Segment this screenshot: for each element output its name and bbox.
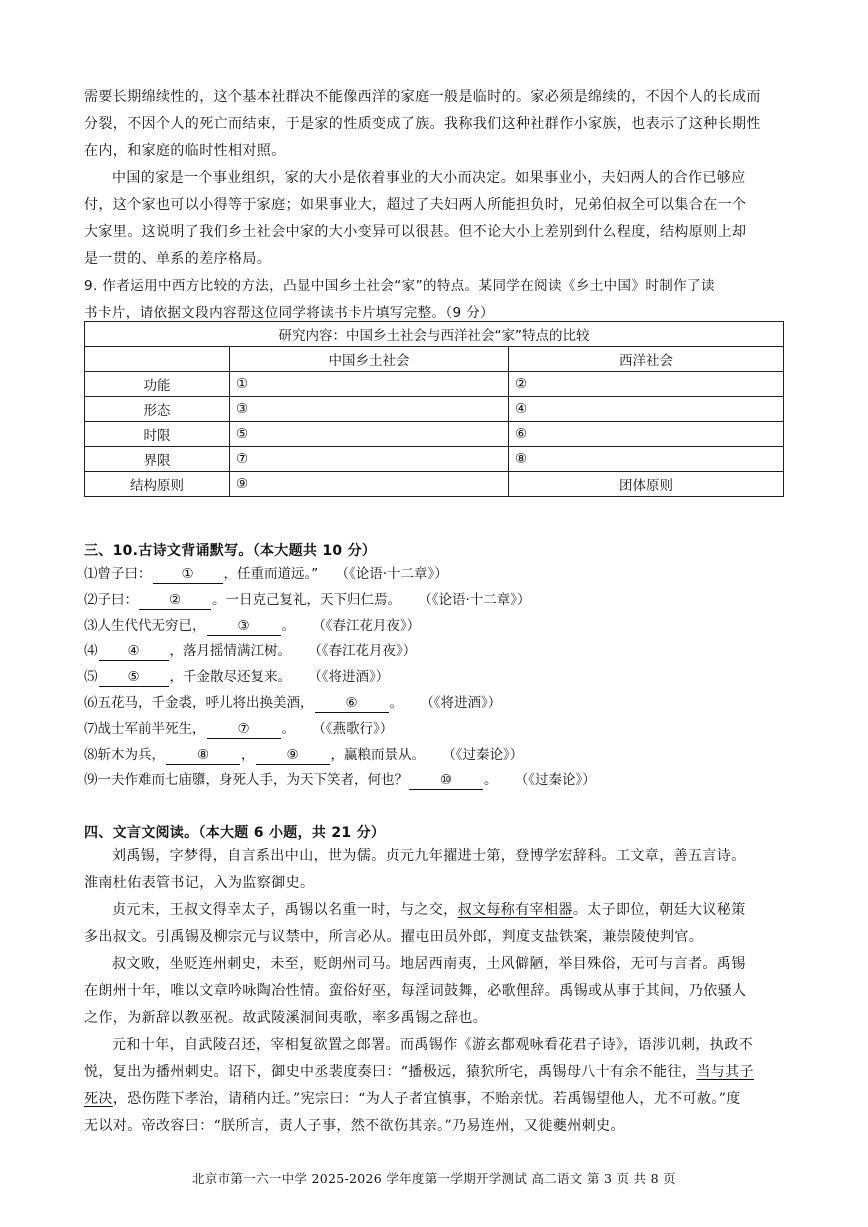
- recitation-item: [84, 639, 804, 665]
- classical-passage: [84, 843, 784, 1140]
- fill-blank[interactable]: ⑨: [256, 746, 330, 765]
- fill-blank[interactable]: ①: [153, 565, 223, 584]
- reading-card-table: [84, 321, 784, 497]
- recitation-item: [84, 614, 804, 640]
- text-line: 在内，和家庭的临时性相对照。: [84, 143, 286, 159]
- question-9: [84, 273, 784, 327]
- item-text: ⑸: [84, 669, 98, 686]
- item-text: 。: [281, 617, 295, 634]
- fill-blank[interactable]: ②: [139, 591, 211, 610]
- item-text: ⑹五花马，千金裘，呼儿将出换美酒，: [84, 694, 314, 711]
- fill-blank[interactable]: ⑩: [409, 771, 483, 790]
- west-structure-principle: 团体原则: [509, 472, 784, 497]
- item-text: ⑵子曰：: [84, 591, 138, 608]
- recitation-item: [84, 562, 804, 588]
- answer-blank-7[interactable]: ⑦: [230, 447, 509, 472]
- card-title: 研究内容：中国乡土社会与西洋社会“家”特点的比较: [85, 322, 784, 347]
- item-text: ，落月摇情满江树。: [169, 643, 291, 660]
- text-line: 中国的家是一个事业组织，家的大小是依着事业的大小而决定。如果事业小，夫妇两人的合作已够应: [112, 170, 746, 186]
- source-title: （《春江花月夜》）: [315, 643, 417, 660]
- text-line: 多出叔文。引禹锡及柳宗元与议禁中，所言必从。擢屯田员外郎，判度支盐铁案，兼崇陵使判官。: [84, 929, 704, 945]
- item-text: ，赢粮而景从。: [330, 746, 425, 763]
- recitation-item: [84, 665, 804, 691]
- text-line: [84, 897, 784, 924]
- source-title: （《燕歌行》）: [319, 720, 394, 737]
- item-text: ，任重而道远。”: [223, 566, 319, 582]
- text-run: ，恐伤陛下孝治，请稍内迁。”宪宗曰：“为人子者宜慎事，不贻亲忧。若禹锡望他人，尤不可赦。”度: [112, 1091, 741, 1107]
- text-line: 分裂，不因个人的死亡而结束，于是家的性质变成了族。我称我们这种社群作小家族，也表示了这种长期性: [84, 116, 761, 132]
- underlined-sentence: 叔文每称有宰相器: [457, 902, 573, 918]
- underlined-sentence: 死决: [84, 1091, 113, 1107]
- fill-blank[interactable]: ④: [99, 642, 169, 661]
- recitation-item: [84, 588, 804, 614]
- row-label: 形态: [85, 397, 230, 422]
- item-text: 。: [484, 772, 498, 789]
- fill-blank[interactable]: ⑦: [207, 720, 281, 739]
- source-title: （《春江花月夜》）: [319, 617, 421, 634]
- answer-blank-8[interactable]: ⑧: [509, 447, 784, 472]
- text-line: 需要长期绵续性的，这个基本社群决不能像西洋的家庭一般是临时的。家必须是绵续的，不因个人的长成而: [84, 89, 761, 105]
- answer-blank-4[interactable]: ④: [509, 397, 784, 422]
- section-3-title: 三、10.古诗文背诵默写。（本大题共 10 分）: [84, 543, 377, 559]
- item-text: ，: [241, 746, 255, 763]
- source-title: （《论语·十二章》）: [342, 566, 448, 582]
- text-line: 是一贯的、单系的差序格局。: [84, 251, 272, 267]
- section-4-title: 四、文言文阅读。（本大题 6 小题，共 21 分）: [84, 825, 386, 841]
- header-china: 中国乡土社会: [230, 347, 509, 372]
- item-text: ⑴曾子曰：: [84, 566, 152, 582]
- recitation-item: [84, 691, 804, 717]
- table-row: [85, 447, 784, 472]
- item-text: 。: [389, 694, 403, 711]
- text-line: 大家里。这说明了我们乡土社会中家的大小变异可以很甚。但不论大小上差别到什么程度，结构原则上却: [84, 224, 747, 240]
- text-line: [84, 1059, 784, 1086]
- text-line: 刘禹锡，字梦得，自言系出中山，世为儒。贞元九年擢进士第，登博学宏辞科。工文章，善五言诗。: [112, 848, 746, 864]
- table-row: [85, 472, 784, 497]
- answer-blank-9[interactable]: ⑨: [230, 472, 509, 497]
- text-line: 之作，为新辞以教巫祝。故武陵溪洞间夷歌，率多禹锡之辞也。: [84, 1010, 488, 1026]
- header-west: 西洋社会: [509, 347, 784, 372]
- source-title: （《将进酒》）: [315, 669, 390, 686]
- item-text: ⑷: [84, 643, 98, 660]
- recitation-item: [84, 768, 804, 794]
- fill-blank[interactable]: ⑥: [315, 694, 389, 713]
- item-text: ⑼一夫作难而七庙隳，身死人手，为天下笑者，何也？: [84, 772, 408, 789]
- text-line: 淮南杜佑表管书记，入为监察御史。: [84, 875, 315, 891]
- item-text: ⑶人生代代无穷已，: [84, 617, 206, 634]
- item-text: 。: [281, 720, 295, 737]
- text-run: 。太子即位，朝廷大议秘策: [572, 902, 746, 918]
- recitation-list: [84, 562, 804, 794]
- item-text: 。一日克己复礼，天下归仁焉。: [212, 591, 401, 608]
- row-label: 界限: [85, 447, 230, 472]
- text-line: 无以对。帝改容曰：“朕所言，责人子事，然不欲伤其亲。”乃易连州，又徙夔州刺史。: [84, 1118, 625, 1134]
- text-line: 元和十年，自武陵召还，宰相复欲置之郎署。而禹锡作《游玄都观咏看花君子诗》，语涉讥刺，执政不: [112, 1037, 753, 1053]
- row-label: 时限: [85, 422, 230, 447]
- text-run: 贞元末，王叔文得幸太子，禹锡以名重一时，与之交，: [112, 902, 458, 918]
- text-line: 付，这个家也可以小得等于家庭；如果事业大，超过了夫妇两人所能担负时，兄弟伯叔全可以集合在一个: [84, 197, 747, 213]
- answer-blank-1[interactable]: ①: [230, 372, 509, 397]
- fill-blank[interactable]: ⑤: [99, 668, 169, 687]
- answer-blank-5[interactable]: ⑤: [230, 422, 509, 447]
- table-row: [85, 397, 784, 422]
- item-text: ，千金散尽还复来。: [169, 669, 291, 686]
- recitation-item: [84, 717, 804, 743]
- question-text: 9. 作者运用中西方比较的方法，凸显中国乡土社会“家”的特点。某同学在阅读《乡土中国》时制作了读: [84, 278, 715, 294]
- table-row: [85, 372, 784, 397]
- text-run: 悦，复出为播州刺史。诏下，御史中丞裴度奏曰：“播极远，猿狖所宅，禹锡母八十有余不能往，: [84, 1064, 697, 1080]
- header-empty: [85, 347, 230, 372]
- text-line: 在朗州十年，唯以文章吟咏陶冶性情。蛮俗好巫，每淫词鼓舞，必歌俚辞。禹锡或从事于其间，乃依骚人: [84, 983, 747, 999]
- source-title: （《过秦论》）: [449, 746, 524, 763]
- text-line: 叔文败，坐贬连州刺史，未至，贬朗州司马。地居西南夷，土风僻陋，举目殊俗，无可与言者。禹锡: [112, 956, 746, 972]
- fill-blank[interactable]: ③: [207, 617, 281, 636]
- underlined-sentence: 当与其子: [696, 1064, 754, 1080]
- source-title: （《过秦论》）: [521, 772, 596, 789]
- answer-blank-2[interactable]: ②: [509, 372, 784, 397]
- text-line: [84, 1086, 784, 1113]
- recitation-item: [84, 743, 804, 769]
- answer-blank-6[interactable]: ⑥: [509, 422, 784, 447]
- table-row: [85, 422, 784, 447]
- row-label: 功能: [85, 372, 230, 397]
- answer-blank-3[interactable]: ③: [230, 397, 509, 422]
- passage-continued: [84, 84, 784, 165]
- row-label: 结构原则: [85, 472, 230, 497]
- source-title: （《将进酒》）: [427, 694, 502, 711]
- question-text: 书卡片，请依据文段内容帮这位同学将读书卡片填写完整。（9 分）: [84, 305, 495, 321]
- source-title: （《论语·十二章》）: [425, 591, 531, 608]
- passage-paragraph-2: [84, 165, 784, 273]
- fill-blank[interactable]: ⑧: [166, 746, 240, 765]
- item-text: ⑺战士军前半死生，: [84, 720, 206, 737]
- page-footer: 北京市第一六一中学 2025-2026 学年度第一学期开学测试 高二语文 第 3 页 共 8 页: [192, 1171, 676, 1186]
- item-text: ⑻斩木为兵，: [84, 746, 165, 763]
